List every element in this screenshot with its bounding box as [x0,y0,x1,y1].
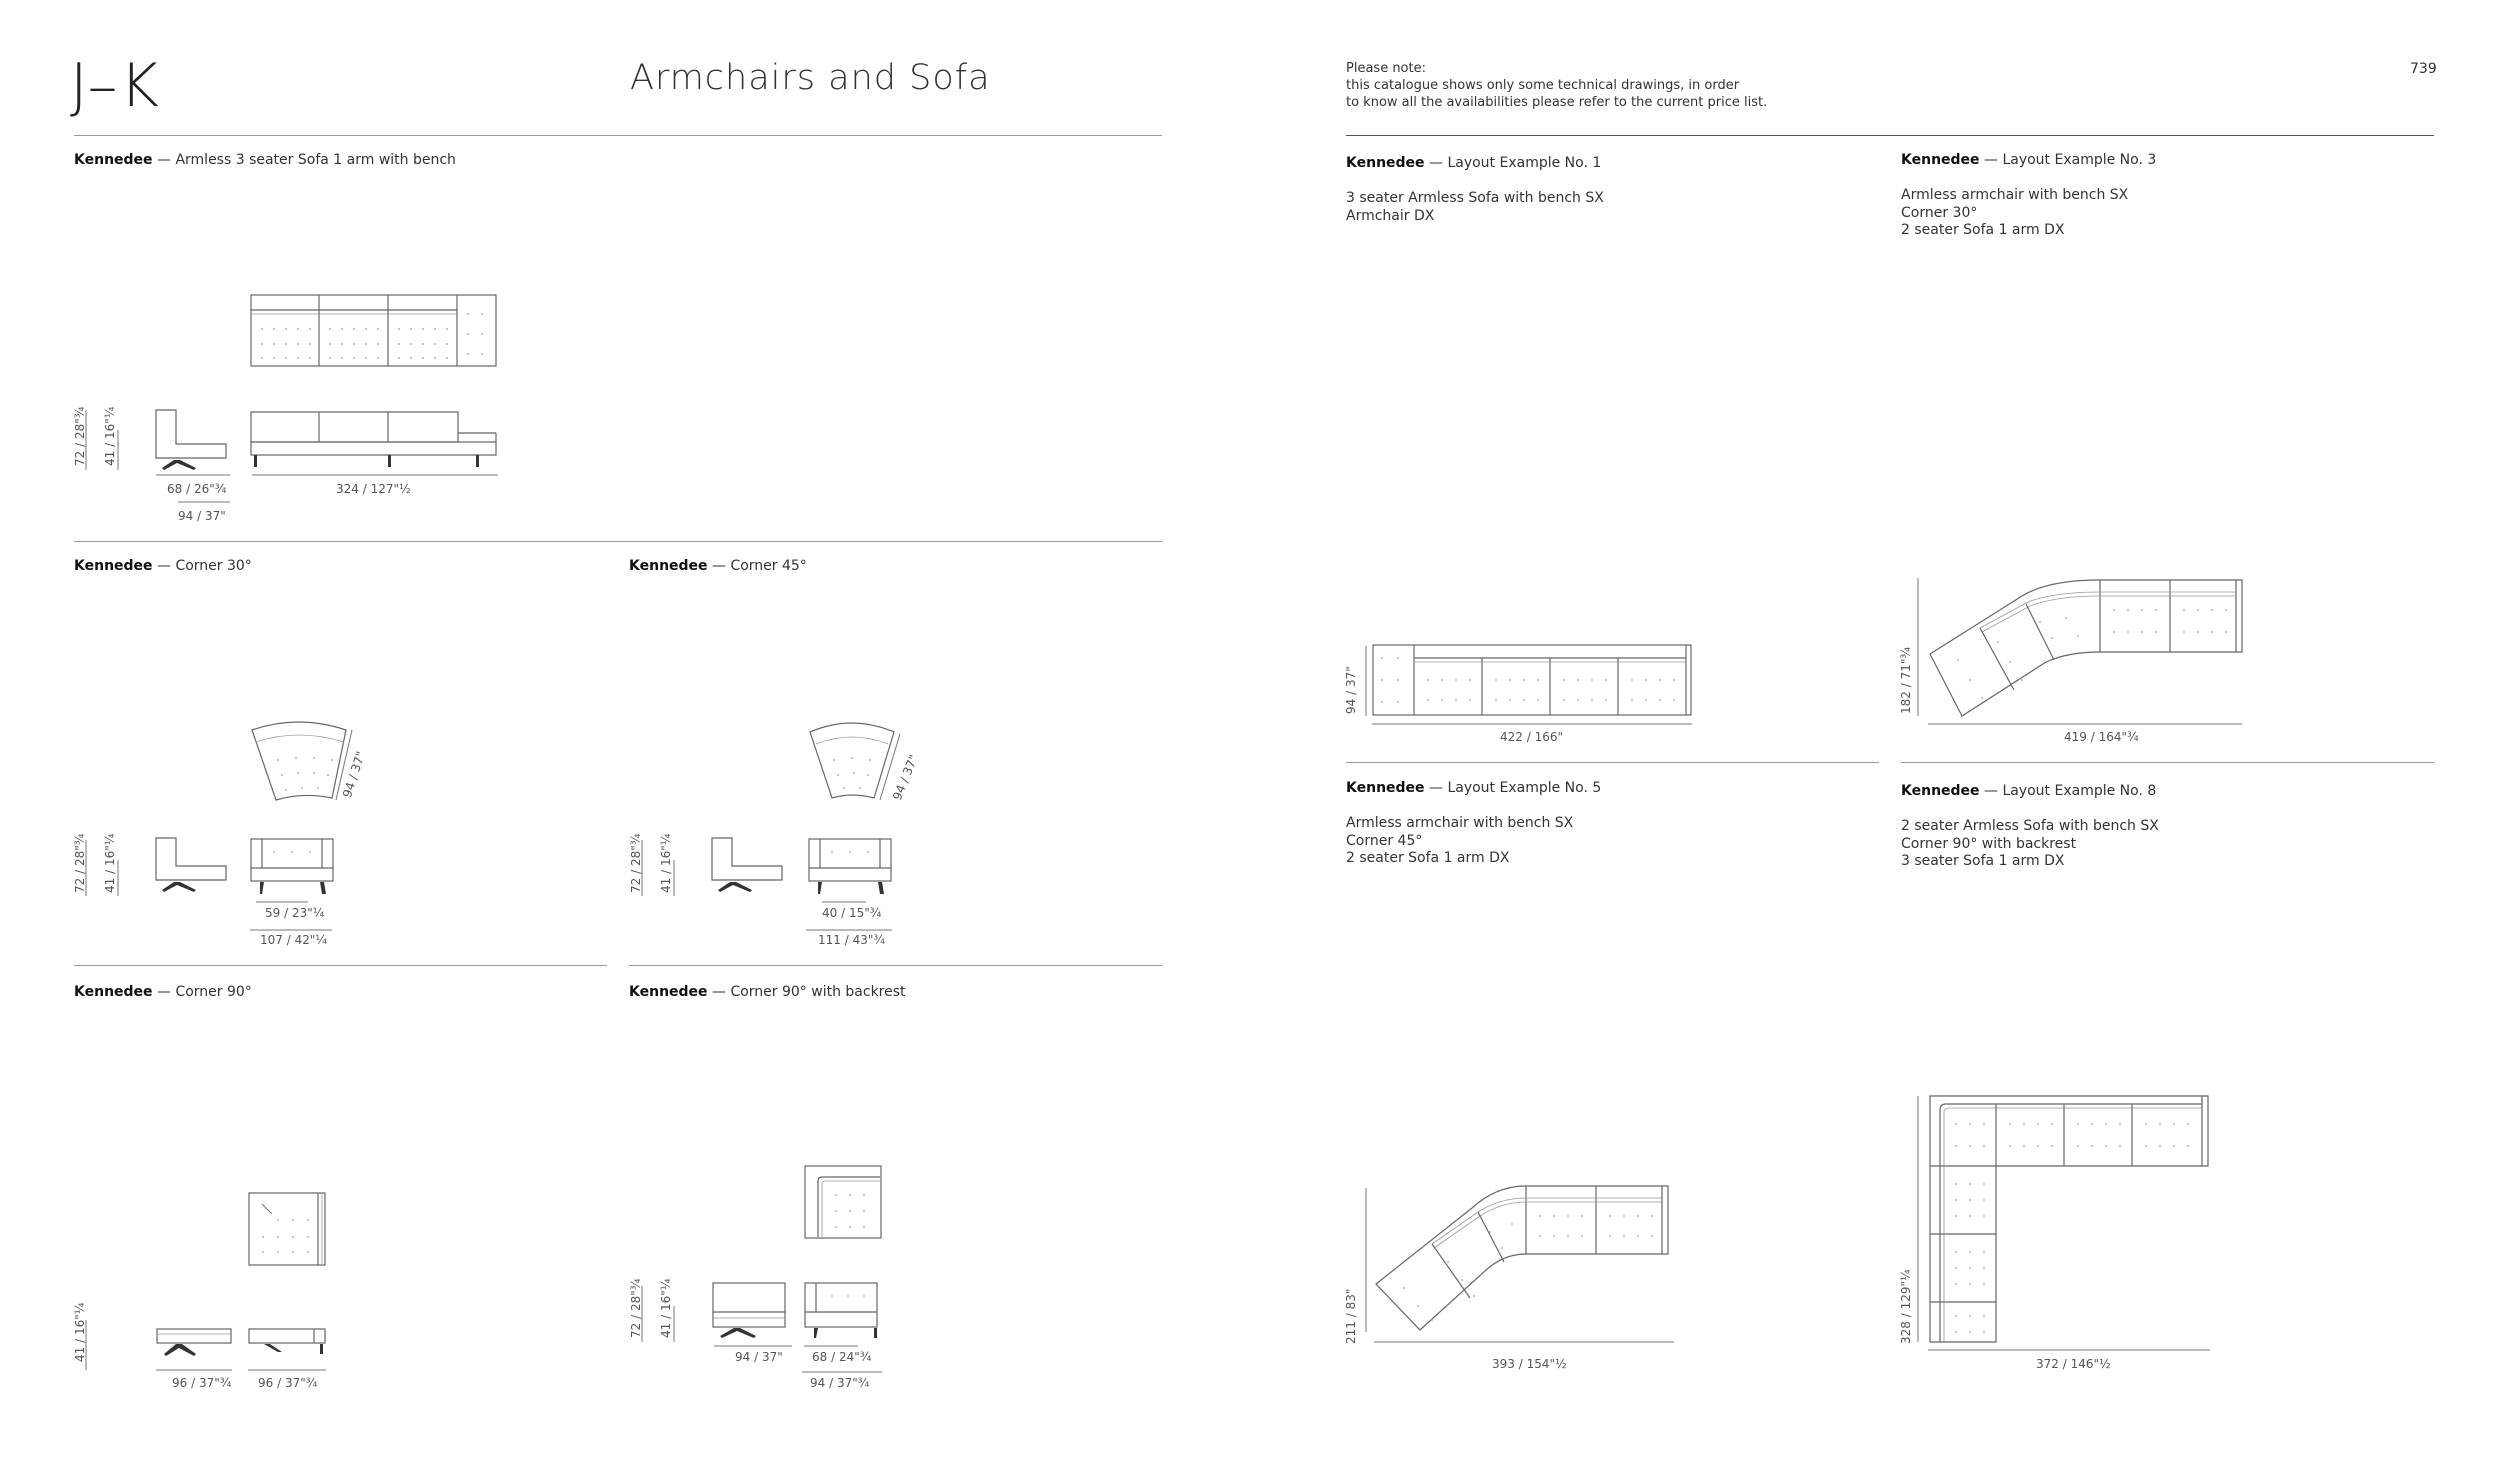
note-line-1: Please note: [1346,61,1426,76]
brand-logo: J–K [70,51,161,121]
dim-lines-layout1 [1360,640,1710,730]
dim-lines-layout3 [1912,572,2262,732]
dim-corner45-h1: 72 / 28"¾ [629,833,643,893]
layout8-line-2: Corner 90° with backrest [1901,835,2077,852]
note-line-2: this catalogue shows only some technical drawings, in order [1346,78,1740,93]
section-title-corner90 [74,984,252,1000]
dim-corner45-w1: 40 / 15"¾ [822,906,882,920]
section-title-layout5 [1346,780,1601,796]
divider-left-row2a [74,965,607,966]
section-title-armless3 [74,152,456,168]
dim-lines-corner90 [70,1320,370,1380]
dim-lines-layout5 [1360,1184,1690,1354]
dim-layout8-w: 372 / 146"½ [2036,1357,2111,1371]
dim-armless3-depth2: 94 / 37" [178,509,226,523]
brand-name: Kennedee [1901,152,1980,168]
section-title-corner90b [629,984,906,1000]
dim-corner45-diag: 94 / 37" [890,752,921,803]
brand-name: Kennedee [1346,155,1425,171]
dim-corner90b-h1: 72 / 28"¾ [629,1278,643,1338]
dim-armless3-h2: 41 / 16"¼ [103,406,117,466]
divider-right-b [1901,762,2434,763]
dim-corner90-w1: 96 / 37"¾ [172,1376,232,1390]
section-title-corner30 [74,558,252,574]
dim-layout5-h: 211 / 83" [1344,1288,1358,1344]
section-subtitle: — Layout Example No. 1 [1429,155,1602,171]
drawing-armless3-top [250,294,500,369]
dim-corner90b-w1: 94 / 37" [735,1350,783,1364]
section-subtitle: — Armless 3 seater Sofa 1 arm with bench [157,152,456,168]
dim-corner30-diag: 94 / 37" [340,749,369,800]
layout8-line-1: 2 seater Armless Sofa with bench SX [1901,818,2159,834]
header-rule-right [1346,135,2434,136]
dim-corner30-w2: 107 / 42"¼ [260,933,327,947]
brand-name: Kennedee [1346,780,1425,796]
dim-layout5-w: 393 / 154"½ [1492,1357,1567,1371]
dim-corner30-h1: 72 / 28"¾ [73,833,87,893]
dim-corner90-w2: 96 / 37"¾ [258,1376,318,1390]
dim-armless3-width: 324 / 127"½ [336,482,411,496]
dim-armless3-depth: 68 / 26"¾ [167,482,227,496]
layout1-line-2: Armchair DX [1346,207,1435,224]
dim-corner45-h2: 41 / 16"¼ [659,833,673,893]
dim-layout3-h: 182 / 71"¾ [1899,647,1913,714]
brand-name: Kennedee [74,984,153,1000]
section-subtitle: — Corner 45° [712,558,807,574]
dim-corner30-w1: 59 / 23"¼ [265,906,325,920]
section-title-layout3 [1901,152,2156,168]
layout3-line-3: 2 seater Sofa 1 arm DX [1901,222,2065,238]
layout8-line-3: 3 seater Sofa 1 arm DX [1901,853,2065,869]
brand-name: Kennedee [629,558,708,574]
dim-corner90b-h2: 41 / 16"¼ [659,1278,673,1338]
section-subtitle: — Layout Example No. 8 [1984,783,2157,799]
dim-corner90-h2: 41 / 16"¼ [73,1302,87,1362]
dim-armless3-h1: 72 / 28"¾ [73,406,87,466]
page-title: Armchairs and Sofa [630,58,991,98]
section-subtitle: — Corner 30° [157,558,252,574]
section-subtitle: — Layout Example No. 3 [1984,152,2157,168]
section-title-layout1 [1346,155,1601,171]
dim-layout1-w: 422 / 166" [1500,730,1563,744]
dim-corner90b-w3: 94 / 37"¾ [810,1376,870,1390]
brand-name: Kennedee [1901,783,1980,799]
layout1-line-1: 3 seater Armless Sofa with bench SX [1346,190,1604,206]
section-subtitle: — Corner 90° [157,984,252,1000]
layout3-description [1901,187,2128,240]
layout5-description [1346,815,1573,868]
dim-lines-armless3 [70,400,510,530]
layout8-description [1901,818,2159,871]
section-subtitle: — Layout Example No. 5 [1429,780,1602,796]
section-subtitle: — Corner 90° with backrest [712,984,906,1000]
layout5-line-2: Corner 45° [1346,832,1423,849]
layout5-line-1: Armless armchair with bench SX [1346,815,1574,831]
dim-layout1-h: 94 / 37" [1344,666,1358,714]
divider-right-a [1346,762,1879,763]
layout5-line-3: 2 seater Sofa 1 arm DX [1346,850,1510,866]
brand-name: Kennedee [74,558,153,574]
drawing-corner90b-top [804,1165,889,1245]
section-title-layout8 [1901,783,2156,799]
divider-left-row2b [629,965,1162,966]
dim-corner90b-w2: 68 / 24"¾ [812,1350,872,1364]
divider-left-row1 [74,541,1162,542]
dim-corner45-w2: 111 / 43"¾ [818,933,885,947]
brand-name: Kennedee [629,984,708,1000]
dim-lines-layout8 [1912,1094,2222,1356]
section-title-corner45 [629,558,807,574]
page-number: 739 [2410,61,2437,77]
layout3-line-1: Armless armchair with bench SX [1901,187,2129,203]
brand-name: Kennedee [74,152,153,168]
dim-corner30-h2: 41 / 16"¼ [103,833,117,893]
layout1-description [1346,190,1604,225]
header-rule-left [74,135,1162,136]
catalogue-note [1346,60,1906,111]
dim-layout8-h: 328 / 129"¼ [1899,1269,1913,1344]
tufting-dots [261,313,483,359]
note-line-3: to know all the availabilities please refer to the current price list. [1346,95,1768,110]
dim-layout3-w: 419 / 164"¾ [2064,730,2139,744]
layout3-line-2: Corner 30° [1901,204,1978,221]
drawing-corner90-top [248,1192,333,1272]
